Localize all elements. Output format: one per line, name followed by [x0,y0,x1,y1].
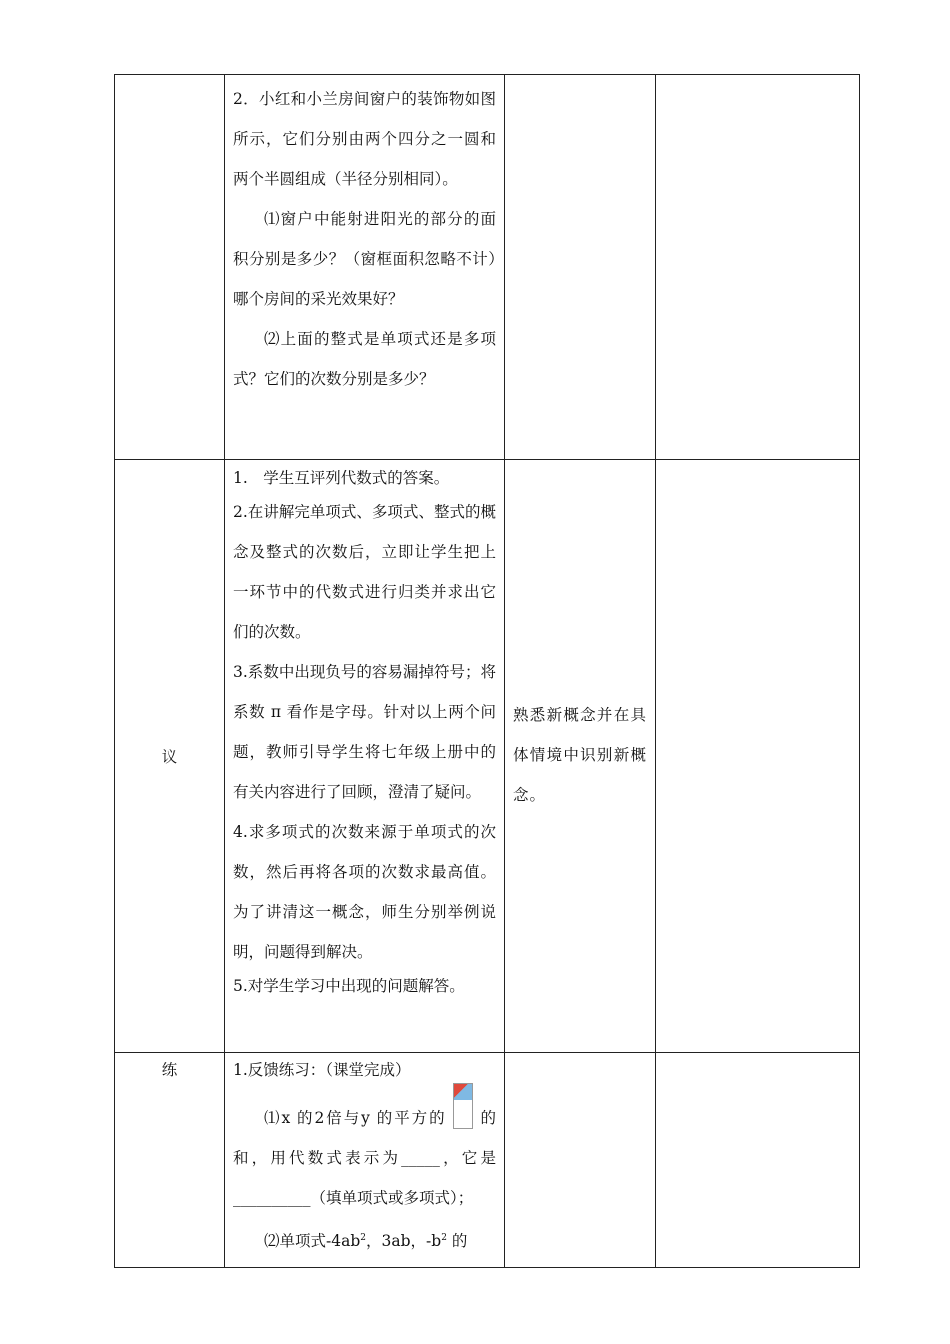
q2-sup2: 2 [441,1233,447,1243]
q2-mid: ，3ab，-b [366,1232,442,1251]
table-row [115,75,860,460]
table-row [115,1053,860,1268]
question-1: ⑴窗户中能射进阳光的部分的面积分别是多少？（窗框面积忽略不计）哪个房间的采光效果好？ [233,210,496,308]
q1-part1: ⑴x 的2倍与y 的平方的 [264,1109,447,1127]
exercise-question-2 [233,1218,496,1261]
q2-sup1: 2 [360,1233,366,1243]
activity-item: 5.对学生学习中出现的问题解答。 [233,977,465,995]
goal-text: 熟悉新概念并在具体情境中识别新概念。 [513,706,647,804]
activity-item: 3.系数中出现负号的容易漏掉符号；将系数 π 看作是字母。针对以上两个问题，教师引导学生将七年级上册中的有关内容进行了回顾，澄清了疑问。 [233,663,496,801]
goal-cell [505,75,656,460]
lesson-plan-table [114,74,860,1268]
note-cell [656,75,860,460]
image-placeholder-icon [453,1083,473,1129]
problem-text: 2．小红和小兰房间窗户的装饰物如图所示，它们分别由两个四分之一圆和两个半圆组成（半径分别相同）。 [233,90,496,188]
note-cell [656,1053,860,1268]
stage-label: 练 [115,1053,225,1268]
activity-item: 2.在讲解完单项式、多项式、整式的概念及整式的次数后，立即让学生把上一环节中的代数式进行归类并求出它们的次数。 [233,503,496,641]
goal-cell [505,460,656,1053]
activity-cell [225,1053,505,1268]
note-cell [656,460,860,1053]
question-2: ⑵上面的整式是单项式还是多项式？它们的次数分别是多少？ [233,330,496,388]
activity-cell [225,460,505,1053]
table-row [115,460,860,1053]
q2-prefix: ⑵单项式-4ab [264,1232,361,1251]
exercise-question-1 [233,1083,496,1218]
activity-item: 4.求多项式的次数来源于单项式的次数，然后再将各项的次数求最高值。为了讲清这一概念，师生分别举例说明，问题得到解决。 [233,823,496,961]
goal-cell [505,1053,656,1268]
activity-cell [225,75,505,460]
q1-part2: 的和，用代数式表示为_____，它是__________（填单项式或多项式）； [233,1109,496,1207]
q2-suffix: 的 [446,1232,468,1251]
stage-label [115,75,225,460]
stage-label: 议 [115,460,225,1053]
exercise-heading: 1.反馈练习：（课堂完成） [233,1061,411,1079]
activity-item: 1. 学生互评列代数式的答案。 [233,469,450,487]
